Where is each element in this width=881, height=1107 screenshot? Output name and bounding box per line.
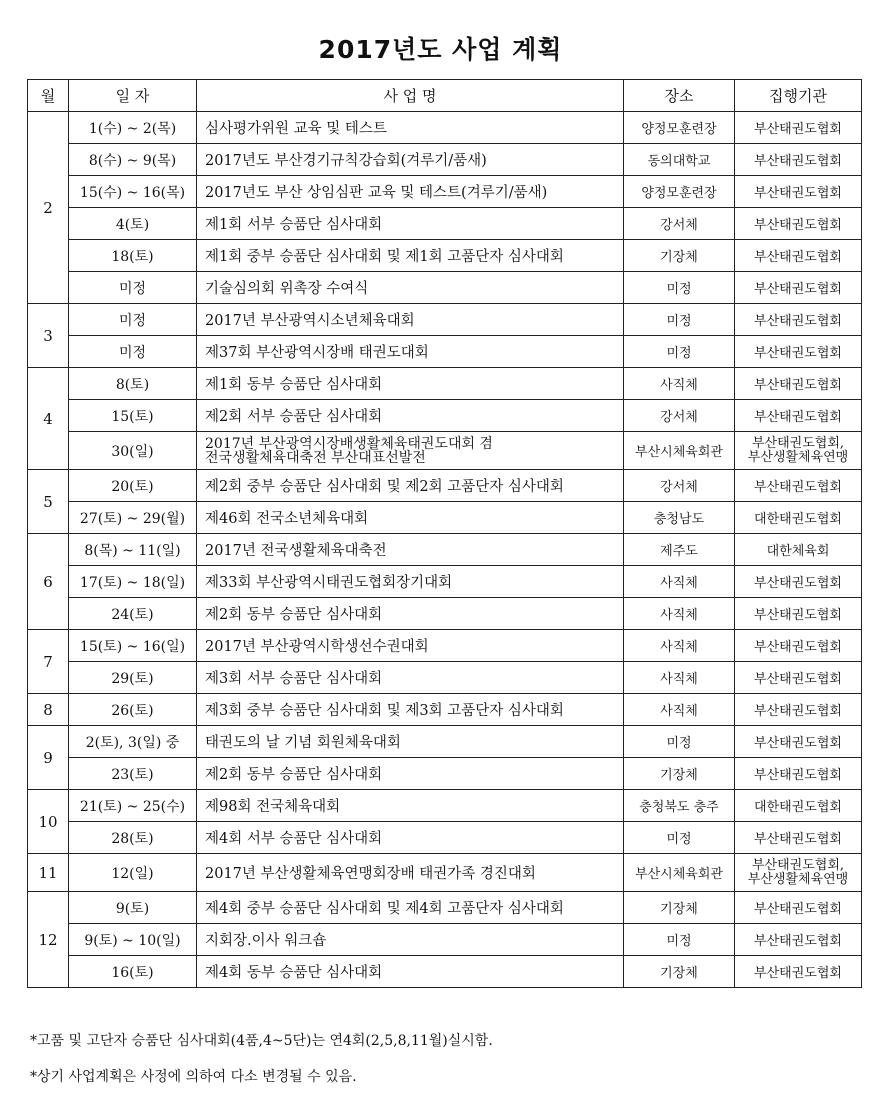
venue-cell: 부산시체육회관 bbox=[624, 854, 735, 892]
org-cell: 부산태권도협회 bbox=[735, 726, 862, 758]
event-line: 2017년 부산광역시장배생활체육태권도대회 겸 bbox=[205, 435, 493, 452]
event-cell: 제1회 중부 승품단 심사대회 및 제1회 고품단자 심사대회 bbox=[197, 240, 624, 272]
table-row bbox=[28, 534, 862, 566]
note-line: *고품 및 고단자 승품단 심사대회(4품,4~5단)는 연4회(2,5,8,11월)실시함. bbox=[30, 1033, 493, 1049]
event-cell: 제4회 동부 승품단 심사대회 bbox=[197, 956, 624, 988]
venue-cell: 사직체 bbox=[624, 598, 735, 630]
date-cell: 1(수) ~ 2(목) bbox=[69, 112, 197, 144]
venue-cell: 미정 bbox=[624, 822, 735, 854]
table-row bbox=[28, 726, 862, 758]
venue-cell: 사직체 bbox=[624, 694, 735, 726]
table-header-row bbox=[28, 80, 862, 112]
date-cell: 8(토) bbox=[69, 368, 197, 400]
date-cell: 4(토) bbox=[69, 208, 197, 240]
event-cell: 심사평가위원 교육 및 테스트 bbox=[197, 112, 624, 144]
org-cell: 부산태권도협회 bbox=[735, 336, 862, 368]
table-row bbox=[28, 662, 862, 694]
event-line: 전국생활체육대축전 부산대표선발전 bbox=[205, 449, 426, 466]
table-row bbox=[28, 272, 862, 304]
schedule-table bbox=[27, 79, 862, 988]
org-cell: 부산태권도협회 bbox=[735, 630, 862, 662]
venue-cell: 사직체 bbox=[624, 566, 735, 598]
venue-cell: 강서체 bbox=[624, 400, 735, 432]
table-row bbox=[28, 112, 862, 144]
venue-cell: 기장체 bbox=[624, 240, 735, 272]
venue-cell: 기장체 bbox=[624, 956, 735, 988]
org-cell: 부산태권도협회 bbox=[735, 112, 862, 144]
org-cell bbox=[735, 432, 862, 470]
date-cell: 30(일) bbox=[69, 432, 197, 470]
table-row bbox=[28, 336, 862, 368]
org-cell: 부산태권도협회 bbox=[735, 176, 862, 208]
event-cell: 제4회 서부 승품단 심사대회 bbox=[197, 822, 624, 854]
table-row bbox=[28, 400, 862, 432]
venue-cell: 강서체 bbox=[624, 470, 735, 502]
date-cell: 26(토) bbox=[69, 694, 197, 726]
date-cell: 15(토) bbox=[69, 400, 197, 432]
month-cell: 9 bbox=[28, 726, 69, 790]
org-line: 부산생활체육연맹 bbox=[747, 449, 849, 465]
header-month: 월 bbox=[28, 80, 69, 112]
org-line: 부산생활체육연맹 bbox=[747, 871, 849, 887]
event-cell: 기술심의회 위촉장 수여식 bbox=[197, 272, 624, 304]
month-cell: 2 bbox=[28, 112, 69, 304]
date-cell: 28(토) bbox=[69, 822, 197, 854]
date-cell: 16(토) bbox=[69, 956, 197, 988]
table-row bbox=[28, 368, 862, 400]
venue-cell: 미정 bbox=[624, 272, 735, 304]
header-event: 사 업 명 bbox=[197, 80, 624, 112]
table-row bbox=[28, 240, 862, 272]
date-cell: 18(토) bbox=[69, 240, 197, 272]
date-cell: 8(수) ~ 9(목) bbox=[69, 144, 197, 176]
event-cell bbox=[197, 432, 624, 470]
date-cell: 15(토) ~ 16(일) bbox=[69, 630, 197, 662]
table-row bbox=[28, 432, 862, 470]
date-cell: 2(토), 3(일) 중 bbox=[69, 726, 197, 758]
venue-cell: 양정모훈련장 bbox=[624, 176, 735, 208]
table-row bbox=[28, 956, 862, 988]
org-cell: 부산태권도협회 bbox=[735, 240, 862, 272]
org-cell: 부산태권도협회 bbox=[735, 598, 862, 630]
note-line: *상기 사업계획은 사정에 의하여 다소 변경될 수 있음. bbox=[30, 1069, 357, 1085]
event-cell: 지회장.이사 워크숍 bbox=[197, 924, 624, 956]
month-cell: 3 bbox=[28, 304, 69, 368]
org-cell: 부산태권도협회 bbox=[735, 566, 862, 598]
date-cell: 29(토) bbox=[69, 662, 197, 694]
month-cell: 5 bbox=[28, 470, 69, 534]
event-cell: 2017년 부산광역시학생선수권대회 bbox=[197, 630, 624, 662]
date-cell: 미정 bbox=[69, 272, 197, 304]
venue-cell: 사직체 bbox=[624, 630, 735, 662]
event-cell: 제98회 전국체육대회 bbox=[197, 790, 624, 822]
venue-cell: 미정 bbox=[624, 726, 735, 758]
header-org: 집행기관 bbox=[735, 80, 862, 112]
table-row bbox=[28, 598, 862, 630]
date-cell: 8(목) ~ 11(일) bbox=[69, 534, 197, 566]
date-cell: 9(토) ~ 10(일) bbox=[69, 924, 197, 956]
event-cell: 제3회 서부 승품단 심사대회 bbox=[197, 662, 624, 694]
org-cell: 부산태권도협회 bbox=[735, 304, 862, 336]
org-cell: 부산태권도협회 bbox=[735, 400, 862, 432]
org-cell: 부산태권도협회 bbox=[735, 924, 862, 956]
org-line: 부산태권도협회, bbox=[751, 857, 845, 873]
date-cell: 미정 bbox=[69, 336, 197, 368]
table-row bbox=[28, 304, 862, 336]
month-cell: 8 bbox=[28, 694, 69, 726]
event-cell: 제37회 부산광역시장배 태권도대회 bbox=[197, 336, 624, 368]
venue-cell: 충청북도 충주 bbox=[624, 790, 735, 822]
venue-cell: 충청남도 bbox=[624, 502, 735, 534]
org-cell: 부산태권도협회 bbox=[735, 208, 862, 240]
table-row bbox=[28, 470, 862, 502]
date-cell: 27(토) ~ 29(월) bbox=[69, 502, 197, 534]
month-cell: 6 bbox=[28, 534, 69, 630]
date-cell: 24(토) bbox=[69, 598, 197, 630]
table-row bbox=[28, 144, 862, 176]
org-cell: 부산태권도협회 bbox=[735, 368, 862, 400]
venue-cell: 제주도 bbox=[624, 534, 735, 566]
venue-cell: 기장체 bbox=[624, 892, 735, 924]
table-row bbox=[28, 892, 862, 924]
venue-cell: 부산시체육회관 bbox=[624, 432, 735, 470]
table-row bbox=[28, 924, 862, 956]
date-cell: 미정 bbox=[69, 304, 197, 336]
org-cell: 부산태권도협회 bbox=[735, 694, 862, 726]
header-venue: 장소 bbox=[624, 80, 735, 112]
event-cell: 제2회 서부 승품단 심사대회 bbox=[197, 400, 624, 432]
venue-cell: 미정 bbox=[624, 304, 735, 336]
event-cell: 2017년 부산생활체육연맹회장배 태권가족 경진대회 bbox=[197, 854, 624, 892]
venue-cell: 사직체 bbox=[624, 368, 735, 400]
event-cell: 태권도의 날 기념 회원체육대회 bbox=[197, 726, 624, 758]
org-cell: 부산태권도협회 bbox=[735, 144, 862, 176]
date-cell: 17(토) ~ 18(일) bbox=[69, 566, 197, 598]
venue-cell: 동의대학교 bbox=[624, 144, 735, 176]
month-cell: 12 bbox=[28, 892, 69, 988]
org-cell: 대한태권도협회 bbox=[735, 790, 862, 822]
event-cell: 제3회 중부 승품단 심사대회 및 제3회 고품단자 심사대회 bbox=[197, 694, 624, 726]
month-cell: 7 bbox=[28, 630, 69, 694]
header-date: 일 자 bbox=[69, 80, 197, 112]
venue-cell: 기장체 bbox=[624, 758, 735, 790]
event-cell: 2017년 부산광역시소년체육대회 bbox=[197, 304, 624, 336]
venue-cell: 사직체 bbox=[624, 662, 735, 694]
venue-cell: 미정 bbox=[624, 336, 735, 368]
table-row bbox=[28, 502, 862, 534]
org-cell: 대한체육회 bbox=[735, 534, 862, 566]
date-cell: 9(토) bbox=[69, 892, 197, 924]
venue-cell: 양정모훈련장 bbox=[624, 112, 735, 144]
event-cell: 2017년 전국생활체육대축전 bbox=[197, 534, 624, 566]
page-title: 2017년도 사업 계획 bbox=[318, 35, 563, 64]
org-cell: 부산태권도협회 bbox=[735, 662, 862, 694]
table-row bbox=[28, 790, 862, 822]
venue-cell: 미정 bbox=[624, 924, 735, 956]
org-cell: 부산태권도협회 bbox=[735, 892, 862, 924]
event-cell: 제46회 전국소년체육대회 bbox=[197, 502, 624, 534]
month-cell: 11 bbox=[28, 854, 69, 892]
table-row bbox=[28, 694, 862, 726]
date-cell: 20(토) bbox=[69, 470, 197, 502]
event-cell: 제2회 동부 승품단 심사대회 bbox=[197, 598, 624, 630]
table-row bbox=[28, 630, 862, 662]
table-row bbox=[28, 758, 862, 790]
table-row bbox=[28, 566, 862, 598]
org-cell: 부산태권도협회 bbox=[735, 272, 862, 304]
event-cell: 제1회 동부 승품단 심사대회 bbox=[197, 368, 624, 400]
org-cell: 대한태권도협회 bbox=[735, 502, 862, 534]
table-row bbox=[28, 208, 862, 240]
event-cell: 제4회 중부 승품단 심사대회 및 제4회 고품단자 심사대회 bbox=[197, 892, 624, 924]
venue-cell: 강서체 bbox=[624, 208, 735, 240]
event-cell: 제2회 동부 승품단 심사대회 bbox=[197, 758, 624, 790]
event-cell: 제1회 서부 승품단 심사대회 bbox=[197, 208, 624, 240]
org-line: 부산태권도협회, bbox=[751, 435, 845, 451]
table-row bbox=[28, 176, 862, 208]
event-cell: 2017년도 부산경기규칙강습회(겨루기/품새) bbox=[197, 144, 624, 176]
event-cell: 제33회 부산광역시태권도협회장기대회 bbox=[197, 566, 624, 598]
month-cell: 10 bbox=[28, 790, 69, 854]
schedule-body bbox=[28, 112, 862, 988]
table-row bbox=[28, 854, 862, 892]
month-cell: 4 bbox=[28, 368, 69, 470]
event-cell: 제2회 중부 승품단 심사대회 및 제2회 고품단자 심사대회 bbox=[197, 470, 624, 502]
event-cell: 2017년도 부산 상임심판 교육 및 테스트(겨루기/품새) bbox=[197, 176, 624, 208]
date-cell: 21(토) ~ 25(수) bbox=[69, 790, 197, 822]
org-cell: 부산태권도협회 bbox=[735, 822, 862, 854]
org-cell: 부산태권도협회 bbox=[735, 470, 862, 502]
table-row bbox=[28, 822, 862, 854]
org-cell bbox=[735, 854, 862, 892]
date-cell: 23(토) bbox=[69, 758, 197, 790]
notes bbox=[30, 1030, 493, 1102]
org-cell: 부산태권도협회 bbox=[735, 758, 862, 790]
date-cell: 15(수) ~ 16(목) bbox=[69, 176, 197, 208]
date-cell: 12(일) bbox=[69, 854, 197, 892]
org-cell: 부산태권도협회 bbox=[735, 956, 862, 988]
